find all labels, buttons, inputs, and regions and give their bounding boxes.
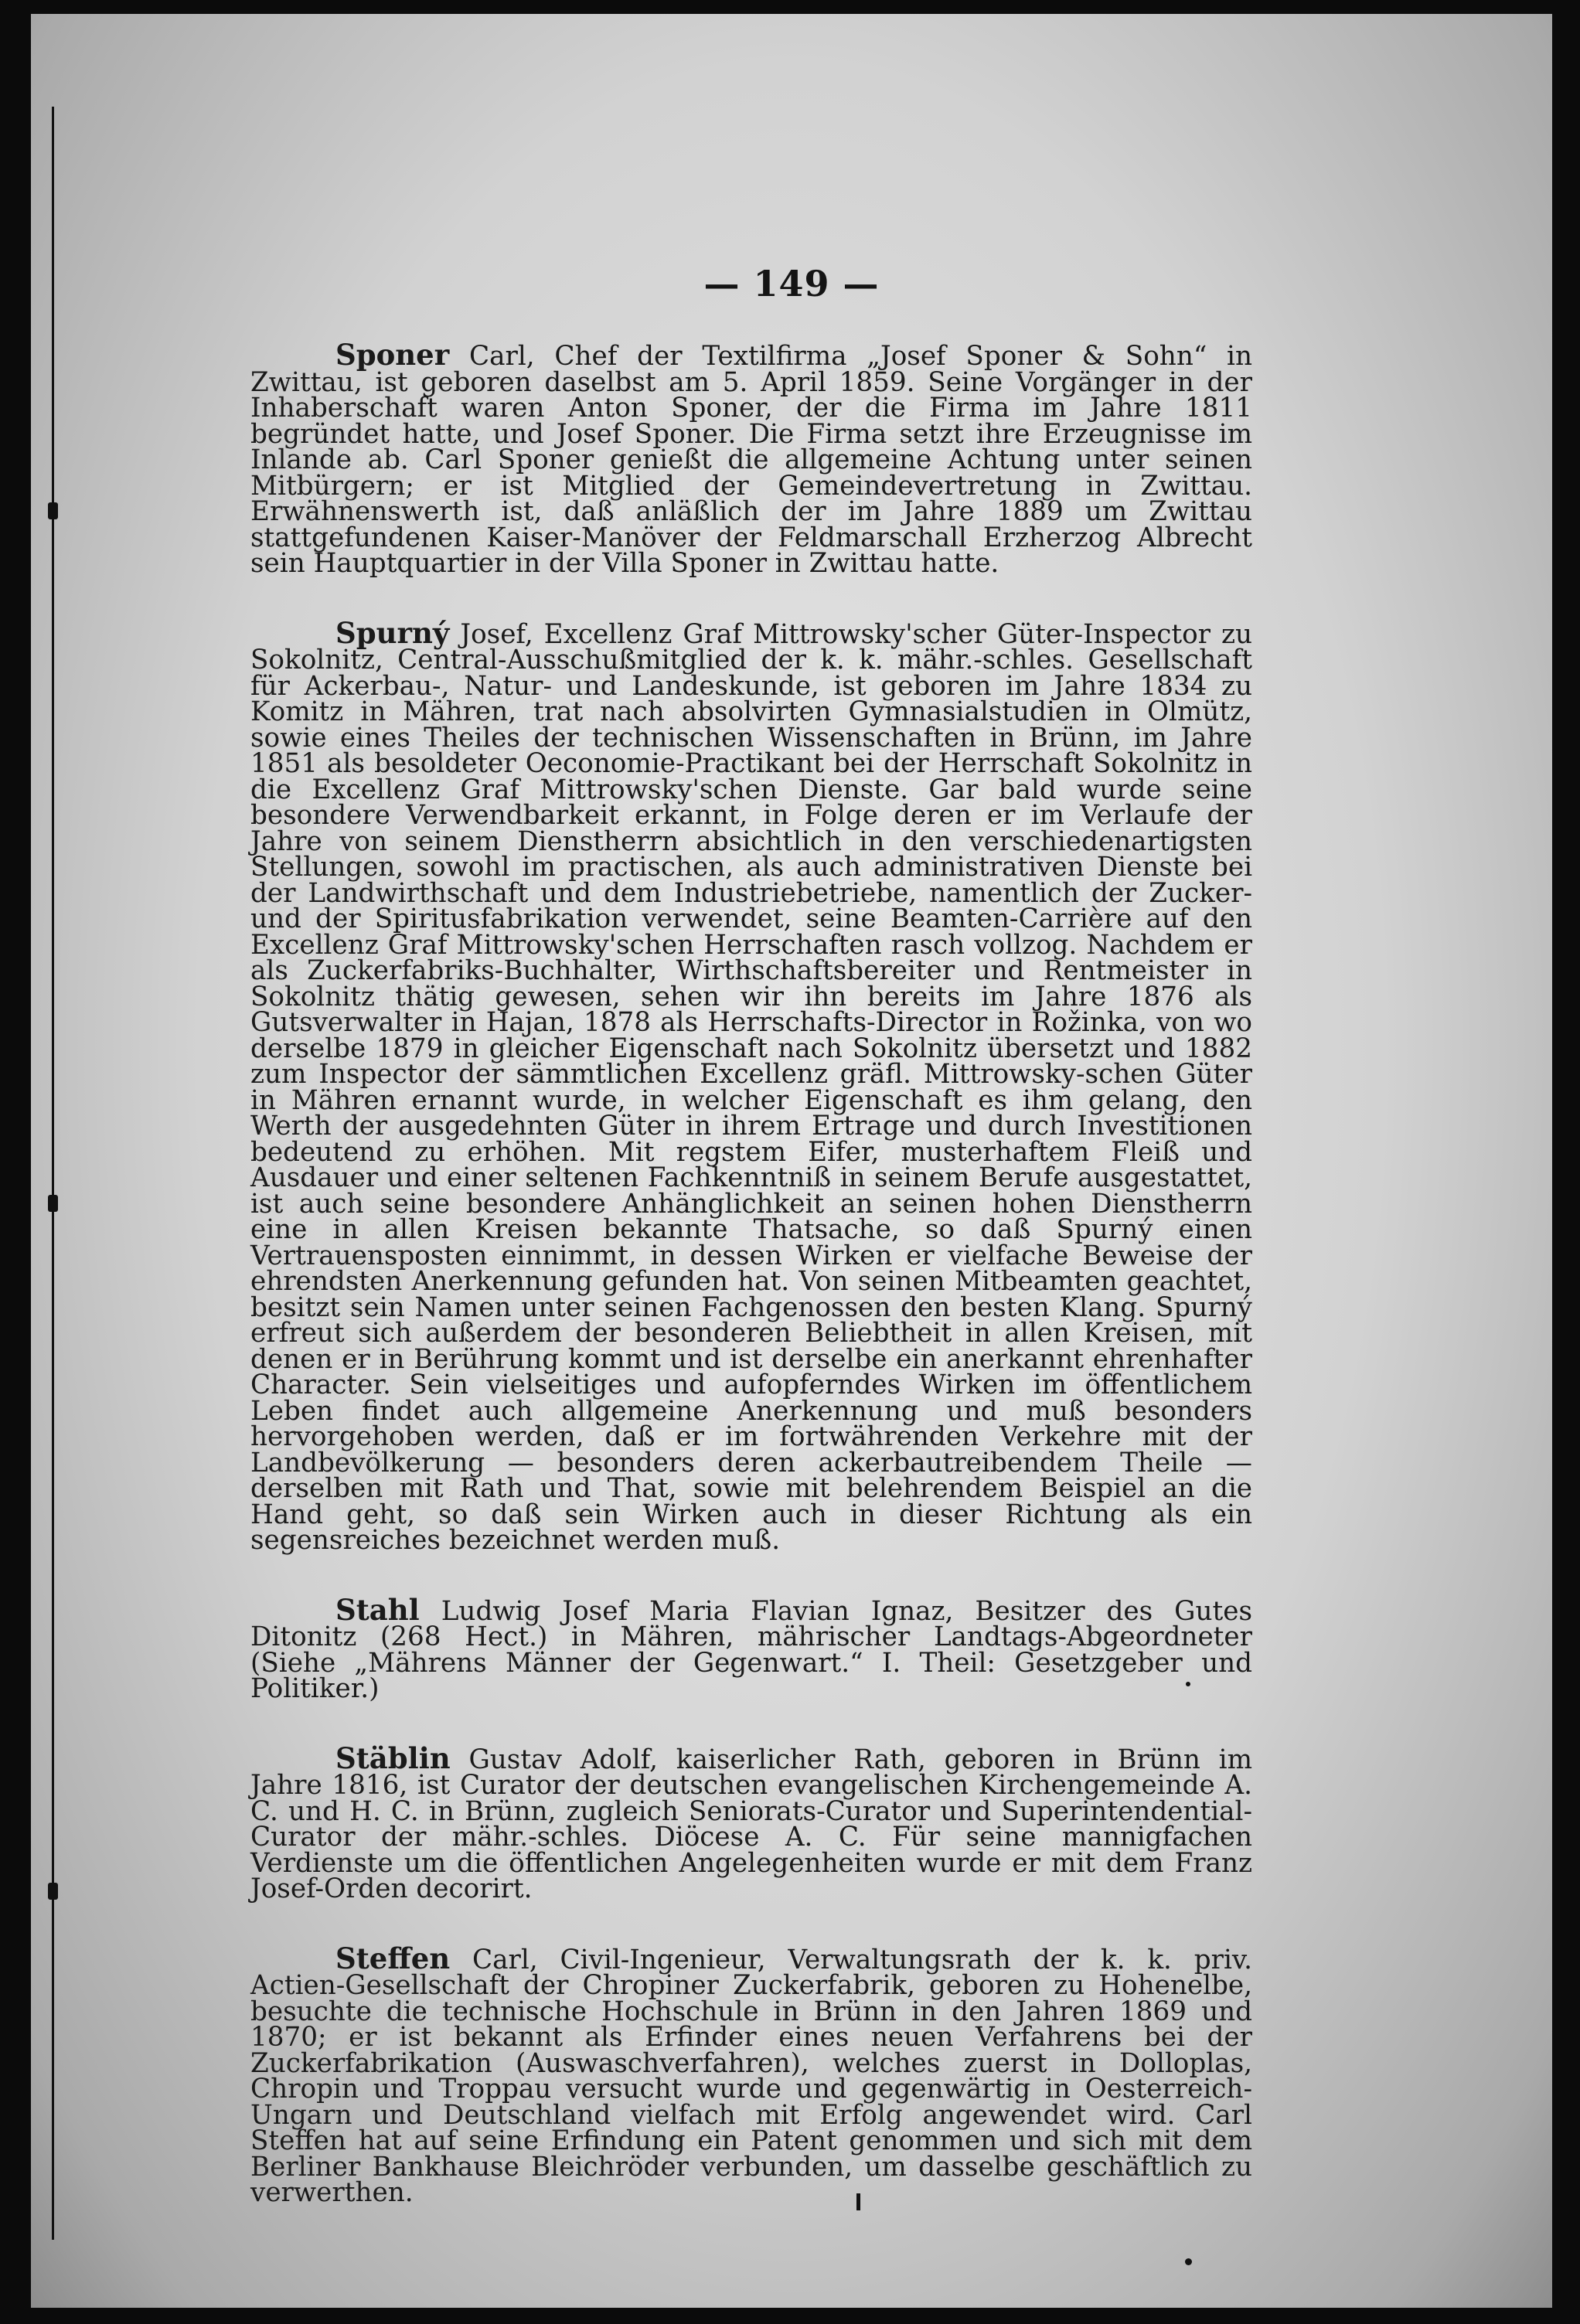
biography-entries bbox=[250, 338, 1253, 2250]
entry-text: Carl, Civil-Ingenieur, Verwaltungsrath der k. k. priv. Actien-Gesellschaft der Chropiner Zuckerfabrik, geboren zu Hohenelbe, besuchte die technische Hochschule in Brünn in den Jahren 1869 und 1870; er ist bekannt als Erfinder eines neuen Verfahrens bei der Zuckerfabrikation (Auswaschverfahren), welches zuerst in Dolloplas, Chropin und Troppau versucht wurde und gegenwärtig in Oesterreich-Ungarn und Deutschland vielfach mit Erfolg angewendet wird. Carl Steffen hat auf seine Erfindung ein Patent genommen und sich mit dem Berliner Bankhause Bleichröder verbunden, um dasselbe geschäftlich zu verwerthen. bbox=[250, 1944, 1252, 2208]
binding-edge-line bbox=[52, 107, 54, 2240]
entry-sponer bbox=[250, 338, 1252, 579]
entry-stablin bbox=[250, 1740, 1252, 1904]
entry-text: Carl, Chef der Textilfirma „Josef Sponer & Sohn“ in Zwittau, ist geboren daselbst am 5. April 1859. Seine Vorgänger in der Inhaberschaft waren Anton Sponer, der die Firma im Jahre 1811 begründet hatte, und Josef Sponer. Die Firma setzt ihre Erzeugnisse im Inlande ab. Carl Sponer genießt die allgemeine Achtung unter seinen Mitbürgern; er ist Mitglied der Gemeindevertretung in Zwittau. Erwähnenswerth ist, daß anläßlich der im Jahre 1889 um Zwittau stattgefundenen Kaiser-Manöver der Feldmarschall Erzherzog Albrecht sein Hauptquartier in der Villa Sponer in Zwittau hatte. bbox=[250, 341, 1252, 579]
entry-stahl bbox=[250, 1592, 1252, 1704]
page-number: — 149 — bbox=[703, 263, 880, 305]
scan-speck bbox=[1185, 2258, 1192, 2265]
entry-name: Sponer bbox=[335, 338, 450, 372]
binding-mark bbox=[48, 502, 58, 519]
binding-mark bbox=[48, 1195, 58, 1212]
entry-name: Spurný bbox=[335, 615, 450, 650]
entry-text: Gustav Adolf, kaiserlicher Rath, geboren in Brünn im Jahre 1816, ist Curator der deutschen evangelischen Kirchengemeinde A. C. und H. C. in Brünn, zugleich Seniorats-Curator und Superintendential-Curator der mähr.-schles. Diöcese A. C. Für seine mannigfachen Verdienste um die öffentlichen Angelegenheiten wurde er mit dem Franz Josef-Orden decorirt. bbox=[250, 1744, 1252, 1904]
entry-text: Ludwig Josef Maria Flavian Ignaz, Besitzer des Gutes Ditonitz (268 Hect.) in Mähren, mährischer Landtags-Abgeordneter (Siehe „Mährens Männer der Gegenwart.“ I. Theil: Gesetzgeber und Politiker.) bbox=[250, 1595, 1252, 1704]
entry-steffen bbox=[250, 1941, 1252, 2208]
entry-spurny bbox=[250, 615, 1253, 1556]
entry-name: Stäblin bbox=[335, 1740, 451, 1775]
entry-text: Josef, Excellenz Graf Mittrowsky'scher Güter-Inspector zu Sokolnitz, Central-Ausschußmitglied der k. k. mähr.-schles. Gesellschaft für Ackerbau-, Natur- und Landeskunde, ist geboren im Jahre 1834 zu Komitz in Mähren, trat nach absolvirten Gymnasialstudien in Olmütz, sowie eines Theiles der technischen Wissenschaften in Brünn, im Jahre 1851 als besoldeter Oeconomie-Practikant bei der Herrschaft Sokolnitz in die Excellenz Graf Mittrowsky'schen Dienste. Gar bald wurde seine besondere Verwendbarkeit erkannt, in Folge deren er im Verlaufe der Jahre von seinem Dienstherrn absichtlich in den verschiedenartigsten Stellungen, sowohl im practischen, als auch administrativen Dienste bei der Landwirthschaft und dem Industriebetriebe, namentlich der Zucker- und der Spiritusfabrikation verwendet, seine Beamten-Carrière auf den Excellenz Graf Mittrowsky'schen Herrschaften rasch vollzog. Nachdem er als Zuckerfabriks-Buchhalter, Wirthschaftsbereiter und Rentmeister in Sokolnitz thätig gewesen, sehen wir ihn bereits im Jahre 1876 als Gutsverwalter in Hajan, 1878 als Herrschafts-Director in Rožinka, von wo derselbe 1879 in gleicher Eigenschaft nach Sokolnitz übersetzt und 1882 zum Inspector der sämmtlichen Excellenz gräfl. Mittrowsky-schen Güter in Mähren ernannt wurde, in welcher Eigenschaft es ihm gelang, den Werth der ausgedehnten Güter in ihrem Ertrage und durch Investitionen bedeutend zu erhöhen. Mit regstem Eifer, musterhaftem Fleiß und Ausdauer und einer seltenen Fachkenntniß in seinem Berufe ausgestattet, ist auch seine besondere Anhänglichkeit an seinen hohen Dienstherrn eine in allen Kreisen bekannte Thatsache, so daß Spurný einen Vertrauensposten einnimmt, in dessen Wirken er vielfache Beweise der ehrendsten Anerkennung gefunden hat. Von seinen Mitbeamten geachtet, besitzt sein Namen unter seinen Fachgenossen den besten Klang. Spurný erfreut sich außerdem der besonderen Beliebtheit in allen Kreisen, mit denen er in Berührung kommt und ist derselbe ein anerkannt ehrenhafter Character. Sein vielseitiges und aufopferndes Wirken im öffentlichem Leben findet auch allgemeine Anerkennung und muß besonders hervorgehoben werden, daß er im fortwährenden Verkehre mit der Landbevölkerung — besonders deren ackerbautreibendem Theile — derselben mit Rath und That, sowie mit belehrendem Beispiel an die Hand geht, so daß sein Wirken auch in dieser Richtung als ein segensreiches bezeichnet werden muß. bbox=[250, 618, 1253, 1556]
entry-name: Stahl bbox=[335, 1592, 420, 1627]
binding-mark bbox=[48, 1883, 58, 1900]
entry-name: Steffen bbox=[335, 1941, 451, 1975]
scanned-page bbox=[31, 14, 1552, 2308]
